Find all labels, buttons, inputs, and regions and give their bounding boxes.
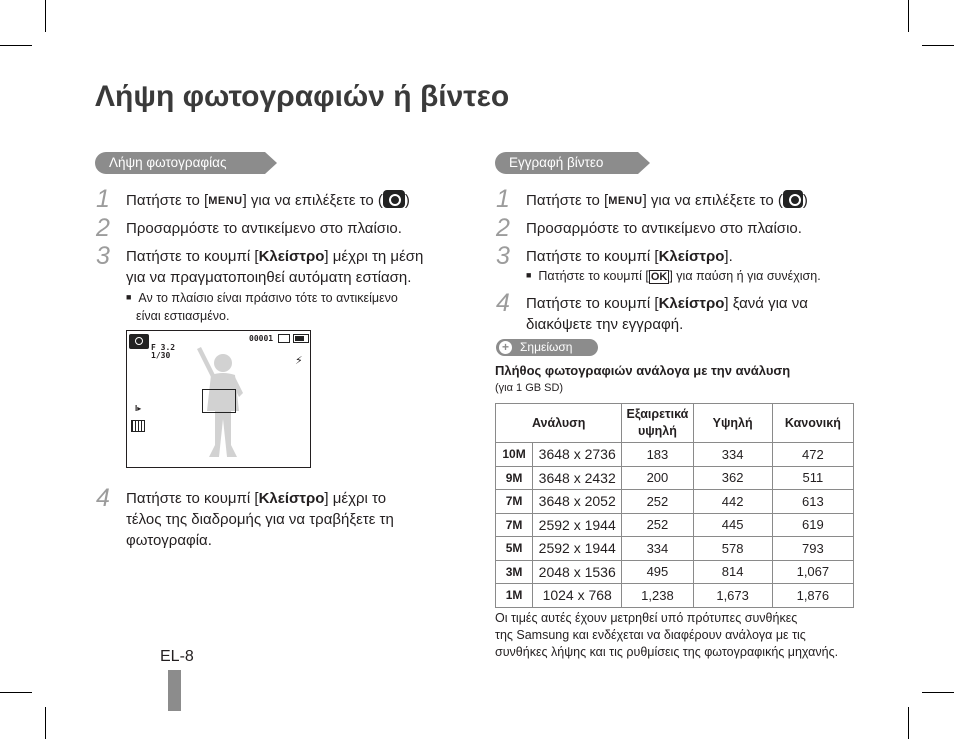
tab-arrow — [638, 152, 650, 174]
value-cell: 442 — [693, 490, 772, 514]
page-title: Λήψη φωτογραφιών ή βίντεο — [95, 80, 510, 113]
step-text-part: ] για να επιλέξετε το ( — [642, 192, 783, 209]
value-cell: 200 — [622, 466, 693, 490]
resolution-table — [495, 403, 854, 608]
step-number: 4 — [96, 484, 110, 512]
resolution-cell: 3648 x 2736 — [533, 443, 622, 467]
mode-camera-icon — [129, 334, 149, 349]
crop-mark — [922, 45, 954, 46]
step-number: 2 — [96, 214, 110, 242]
step-text-part: ] μέχρι το — [324, 490, 387, 507]
value-cell: 793 — [772, 537, 853, 561]
step-text-part: ) — [404, 192, 410, 209]
section-tab-video: Εγγραφή βίντεο — [495, 152, 638, 174]
step-text — [526, 293, 808, 335]
aperture-value: F 3.2 — [151, 343, 176, 352]
camera-icon — [383, 190, 405, 208]
crop-mark — [908, 0, 909, 32]
value-cell: 1,876 — [772, 584, 853, 608]
bullet-note — [526, 266, 821, 285]
shutter-label: Κλείστρο — [258, 490, 325, 507]
crop-mark — [0, 692, 32, 693]
value-cell: 334 — [622, 537, 693, 561]
size-icon: 10M — [496, 443, 533, 467]
step-text-part: ] ξανά για να — [724, 295, 808, 312]
table-row — [496, 443, 854, 467]
step-text-part: Πατήστε το [ — [526, 192, 609, 209]
step-text-part: ] μέχρι τη μέση — [324, 248, 424, 265]
resolution-cell: 2592 x 1944 — [533, 537, 622, 561]
table-row — [496, 560, 854, 584]
header-superfine: Εξαιρετικά υψηλή — [622, 404, 693, 443]
crop-mark — [0, 45, 32, 46]
shutter-value: 1/30 — [151, 351, 171, 360]
value-cell: 183 — [622, 443, 693, 467]
memory-icon — [278, 334, 290, 343]
table-row — [496, 466, 854, 490]
step-text-line: για να πραγματοποιηθεί αυτόματη εστίαση. — [126, 269, 412, 286]
page-tab-bar — [168, 670, 181, 711]
quality-icon — [131, 420, 145, 432]
value-cell: 252 — [622, 513, 693, 537]
shot-counter: 00001 — [249, 334, 274, 343]
step-text-part: ]. — [724, 248, 733, 265]
step-text-part: Πατήστε το κουμπί [ — [526, 295, 659, 312]
value-cell: 1,067 — [772, 560, 853, 584]
battery-icon — [293, 334, 309, 343]
step-number: 3 — [496, 242, 510, 270]
value-cell: 619 — [772, 513, 853, 537]
step-number: 1 — [96, 185, 110, 213]
value-cell: 613 — [772, 490, 853, 514]
step-text-line: φωτογραφία. — [126, 532, 212, 549]
resolution-cell: 1024 x 768 — [533, 584, 622, 608]
step-text-line: τέλος της διαδρομής για να τραβήξετε τη — [126, 511, 394, 528]
footnote-line: συνθήκες λήψης και τις ρυθμίσεις της φωτογραφικής μηχανής. — [495, 645, 839, 659]
table-row — [496, 584, 854, 608]
step-text-part: Πατήστε το κουμπί [ — [526, 248, 659, 265]
step-text-part: Πατήστε το κουμπί [ — [126, 248, 259, 265]
step-number: 1 — [496, 185, 510, 213]
note-label: Σημείωση — [520, 340, 573, 354]
table-footnote — [495, 610, 838, 661]
value-cell: 252 — [622, 490, 693, 514]
step-text — [126, 488, 394, 551]
resolution-cell: 2592 x 1944 — [533, 513, 622, 537]
size-icon: 1M — [496, 584, 533, 608]
flash-icon: ⚡ — [295, 355, 303, 367]
size-icon: 7M — [496, 513, 533, 537]
size-icon: I▸ — [135, 404, 142, 413]
resolution-cell: 3648 x 2052 — [533, 490, 622, 514]
footnote-line: Οι τιμές αυτές έχουν μετρηθεί υπό πρότυπες συνθήκες — [495, 611, 798, 625]
value-cell: 1,238 — [622, 584, 693, 608]
bullet-text: Αν το πλαίσιο είναι πράσινο τότε το αντικείμενο — [138, 291, 398, 305]
bullet-text: ] για παύση ή για συνέχιση. — [669, 269, 821, 283]
step-text — [126, 190, 410, 212]
crop-mark — [45, 0, 46, 32]
menu-key: MENU — [608, 195, 643, 207]
value-cell: 814 — [693, 560, 772, 584]
step-text — [526, 246, 733, 267]
shutter-label: Κλείστρο — [658, 248, 725, 265]
resolution-cell: 2048 x 1536 — [533, 560, 622, 584]
step-number: 4 — [496, 289, 510, 317]
video-camera-icon — [783, 190, 803, 208]
table-title: Πλήθος φωτογραφιών ανάλογα με την ανάλυση — [495, 363, 791, 378]
step-text-part: ] για να επιλέξετε το ( — [242, 192, 383, 209]
header-fine: Υψηλή — [693, 404, 772, 443]
bullet-text: είναι εστιασμένο. — [136, 309, 230, 323]
value-cell: 1,673 — [693, 584, 772, 608]
crop-mark — [908, 707, 909, 739]
tab-arrow — [265, 152, 277, 174]
table-row — [496, 513, 854, 537]
shutter-label: Κλείστρο — [258, 248, 325, 265]
step-number: 3 — [96, 242, 110, 270]
table-subtitle: (για 1 GB SD) — [495, 382, 564, 394]
table-header-row — [496, 404, 854, 443]
header-resolution: Ανάλυση — [496, 404, 622, 443]
bullet-icon: ■ — [526, 270, 532, 280]
size-icon: 3M — [496, 560, 533, 584]
value-cell: 445 — [693, 513, 772, 537]
size-icon: 5M — [496, 537, 533, 561]
size-icon: 7M — [496, 490, 533, 514]
step-text-line: διακόψετε την εγγραφή. — [526, 316, 684, 333]
menu-key: MENU — [208, 195, 243, 207]
step-text — [526, 190, 808, 212]
shutter-label: Κλείστρο — [658, 295, 725, 312]
step-text-part: ) — [802, 192, 808, 209]
table-row — [496, 537, 854, 561]
header-normal: Κανονική — [772, 404, 853, 443]
crop-mark — [45, 707, 46, 739]
footnote-line: της Samsung και ενδέχεται να διαφέρουν ανάλογα με τις — [495, 628, 806, 642]
table-row — [496, 490, 854, 514]
value-cell: 495 — [622, 560, 693, 584]
page-number: EL-8 — [160, 648, 194, 665]
value-cell: 511 — [772, 466, 853, 490]
value-cell: 578 — [693, 537, 772, 561]
step-text-part: Πατήστε το κουμπί [ — [126, 490, 259, 507]
focus-frame — [202, 389, 236, 413]
note-plus-icon: + — [499, 341, 512, 354]
step-text: Προσαρμόστε το αντικείμενο στο πλαίσιο. — [126, 220, 402, 237]
note-badge — [496, 339, 598, 356]
bullet-note — [126, 288, 398, 325]
step-text — [126, 246, 423, 288]
camera-preview — [126, 330, 311, 468]
crop-mark — [922, 692, 954, 693]
size-icon: 9M — [496, 466, 533, 490]
step-number: 2 — [496, 214, 510, 242]
step-text: Προσαρμόστε το αντικείμενο στο πλαίσιο. — [526, 220, 802, 237]
bullet-text: Πατήστε το κουμπί [ — [538, 269, 649, 283]
value-cell: 334 — [693, 443, 772, 467]
value-cell: 472 — [772, 443, 853, 467]
step-text-part: Πατήστε το [ — [126, 192, 209, 209]
ok-key: OK — [650, 271, 668, 283]
resolution-cell: 3648 x 2432 — [533, 466, 622, 490]
section-tab-photo: Λήψη φωτογραφίας — [95, 152, 265, 174]
bullet-icon: ■ — [126, 292, 132, 302]
value-cell: 362 — [693, 466, 772, 490]
